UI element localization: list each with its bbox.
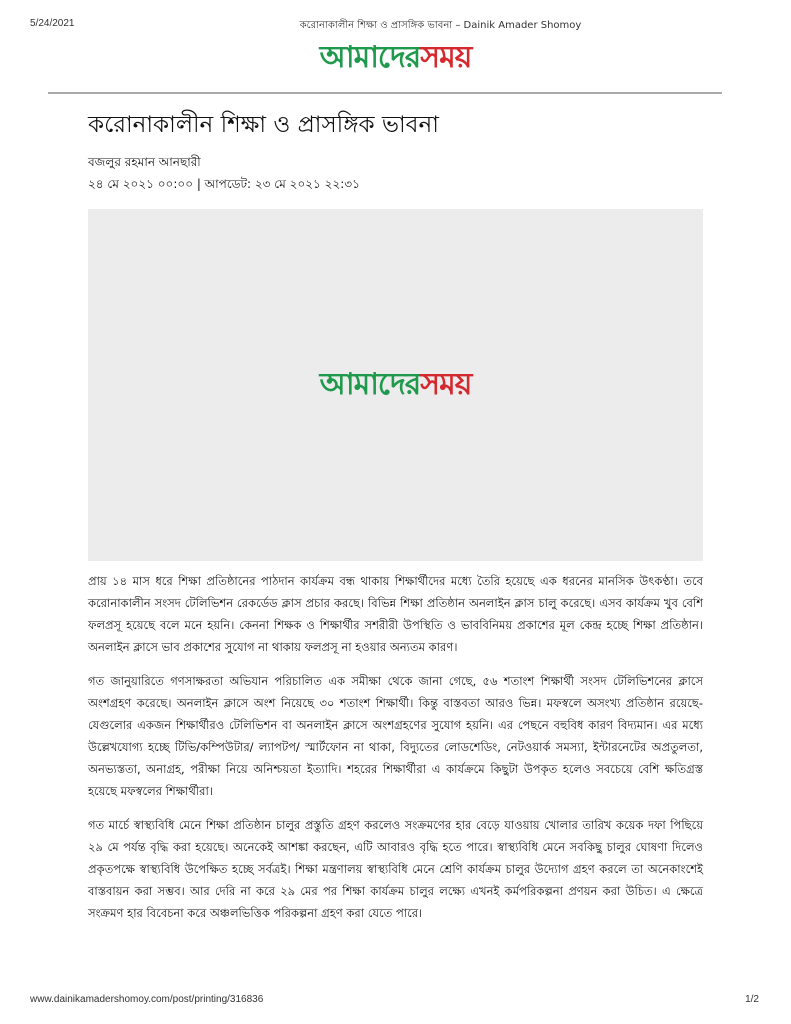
print-page-title-text: করোনাকালীন শিক্ষা ও প্রাসঙ্গিক ভাবনা – Dainik Amader Shomoy <box>299 20 582 31</box>
paragraph: প্রায় ১৪ মাস ধরে শিক্ষা প্রতিষ্ঠানের পাঠদান কার্যক্রম বন্ধ থাকায় শিক্ষার্থীদের মধ্যে তৈরি হয়েছে এক ধরনের মানসিক উৎকণ্ঠা। তবে করোনাকালীন সংসদ টেলিভিশন রেকর্ডেড ক্লাস প্রচার করছে। বিভিন্ন শিক্ষা প্রতিষ্ঠান অনলাইন ক্লাস চালু করেছে। এসব কার্যক্রম খুব বেশি ফলপ্রসূ হয়েছে বলে মনে হয়নি। কেননা শিক্ষক ও শিক্ষার্থীর সশরীরী উপস্থিতি ও ভাববিনিময় প্রকাশের মূল কেন্দ্র হচ্ছে শিক্ষা প্রতিষ্ঠান। অনলাইন ক্লাসে ভাব প্রকাশের সুযোগ না থাকায় ফলপ্রসূ না হওয়ার অন্যতম কারণ। <box>88 574 703 654</box>
header-divider <box>48 92 722 94</box>
article-dates: ২৪ মে ২০২১ ০০:০০ | আপডেট: ২৩ মে ২০২১ ২২:৩১ <box>88 177 360 191</box>
logo-part-green: আমাদের <box>319 40 421 75</box>
paragraph: গত জানুয়ারিতে গণসাক্ষরতা অভিযান পরিচালিত এক সমীক্ষা থেকে জানা গেছে, ৫৬ শতাংশ শিক্ষার্থী সংসদ টেলিভিশনের ক্লাসে অংশগ্রহণ করেছে। অনলাইন ক্লাসে অংশ নিয়েছে ৩০ শতাংশ শিক্ষার্থী। কিন্তু বাস্তবতা আরও ভিন্ন। মফস্বলে অসংখ্য প্রতিষ্ঠান রয়েছে- যেগুলোর একজন শিক্ষার্থীরও টেলিভিশন বা অনলাইন ক্লাসে অংশগ্রহণের সুযোগ হয়নি। এর পেছনে বহুবিধ কারণ বিদ্যমান। এর মধ্যে উল্লেখযোগ্য হচ্ছে টিভি/কম্পিউটার/ ল্যাপটপ/ স্মার্টফোন না থাকা, বিদ্যুতের লোডশেডিং, নেটওয়ার্ক সমস্যা, ইন্টারনেটের অপ্রতুলতা, অনভ্যস্ততা, অনাগ্রহ, পরীক্ষা নিয়ে অনিশ্চয়তা ইত্যাদি। শহরের শিক্ষার্থীরা এ কার্যক্রমে কিছুটা উপকৃত হলেও সবচেয়ে বেশি ক্ষতিগ্রস্ত হয়েছে মফস্বলের শিক্ষার্থীরা। <box>88 674 703 798</box>
print-page-title <box>0 18 791 35</box>
logo-part-red: সময় <box>420 40 472 75</box>
paragraph: গত মার্চে স্বাস্থ্যবিধি মেনে শিক্ষা প্রতিষ্ঠান চালুর প্রস্তুতি গ্রহণ করলেও সংক্রমণের হার বেড়ে যাওয়ায় খোলার তারিখ কয়েক দফা পিছিয়ে ২৯ মে পর্যন্ত বৃদ্ধি করা হয়েছে। অনেকেই আশঙ্কা করছেন, এটি আবারও বৃদ্ধি হতে পারে। স্বাস্থ্যবিধি মেনে সবকিছু চালুর ঘোষণা দিলেও প্রকৃতপক্ষে স্বাস্থ্যবিধি উপেক্ষিত হচ্ছে সর্বত্রই। শিক্ষা মন্ত্রণালয় স্বাস্থ্যবিধি মেনে শ্রেণি কার্যক্রম চালুর উদ্যোগ গ্রহণ করলে তা অনেকাংশেই বাস্তবায়ন করা সম্ভব। আর দেরি না করে ২৯ মের পর শিক্ষা কার্যক্রম চালুর লক্ষ্যে এখনই কর্মপরিকল্পনা প্রণয়ন করা উচিত। এ ক্ষেত্রে সংক্রমণ হার বিবেচনা করে অঞ্চলভিত্তিক পরিকল্পনা গ্রহণ করা যেতে পারে। <box>88 818 703 920</box>
page-number: 1/2 <box>745 994 759 1005</box>
placeholder-logo-green: আমাদের <box>319 366 421 402</box>
print-date: 5/24/2021 <box>30 18 75 29</box>
article-body <box>88 570 703 936</box>
article-image-placeholder <box>88 209 703 561</box>
print-url: www.dainikamadershomoy.com/post/printing/316836 <box>30 994 264 1005</box>
article-author: বজলুর রহমান আনছারী <box>88 155 201 169</box>
site-logo[interactable] <box>0 40 791 76</box>
placeholder-logo <box>320 360 472 411</box>
article-title: করোনাকালীন শিক্ষা ও প্রাসঙ্গিক ভাবনা <box>88 112 439 138</box>
placeholder-logo-red: সময় <box>420 366 472 402</box>
